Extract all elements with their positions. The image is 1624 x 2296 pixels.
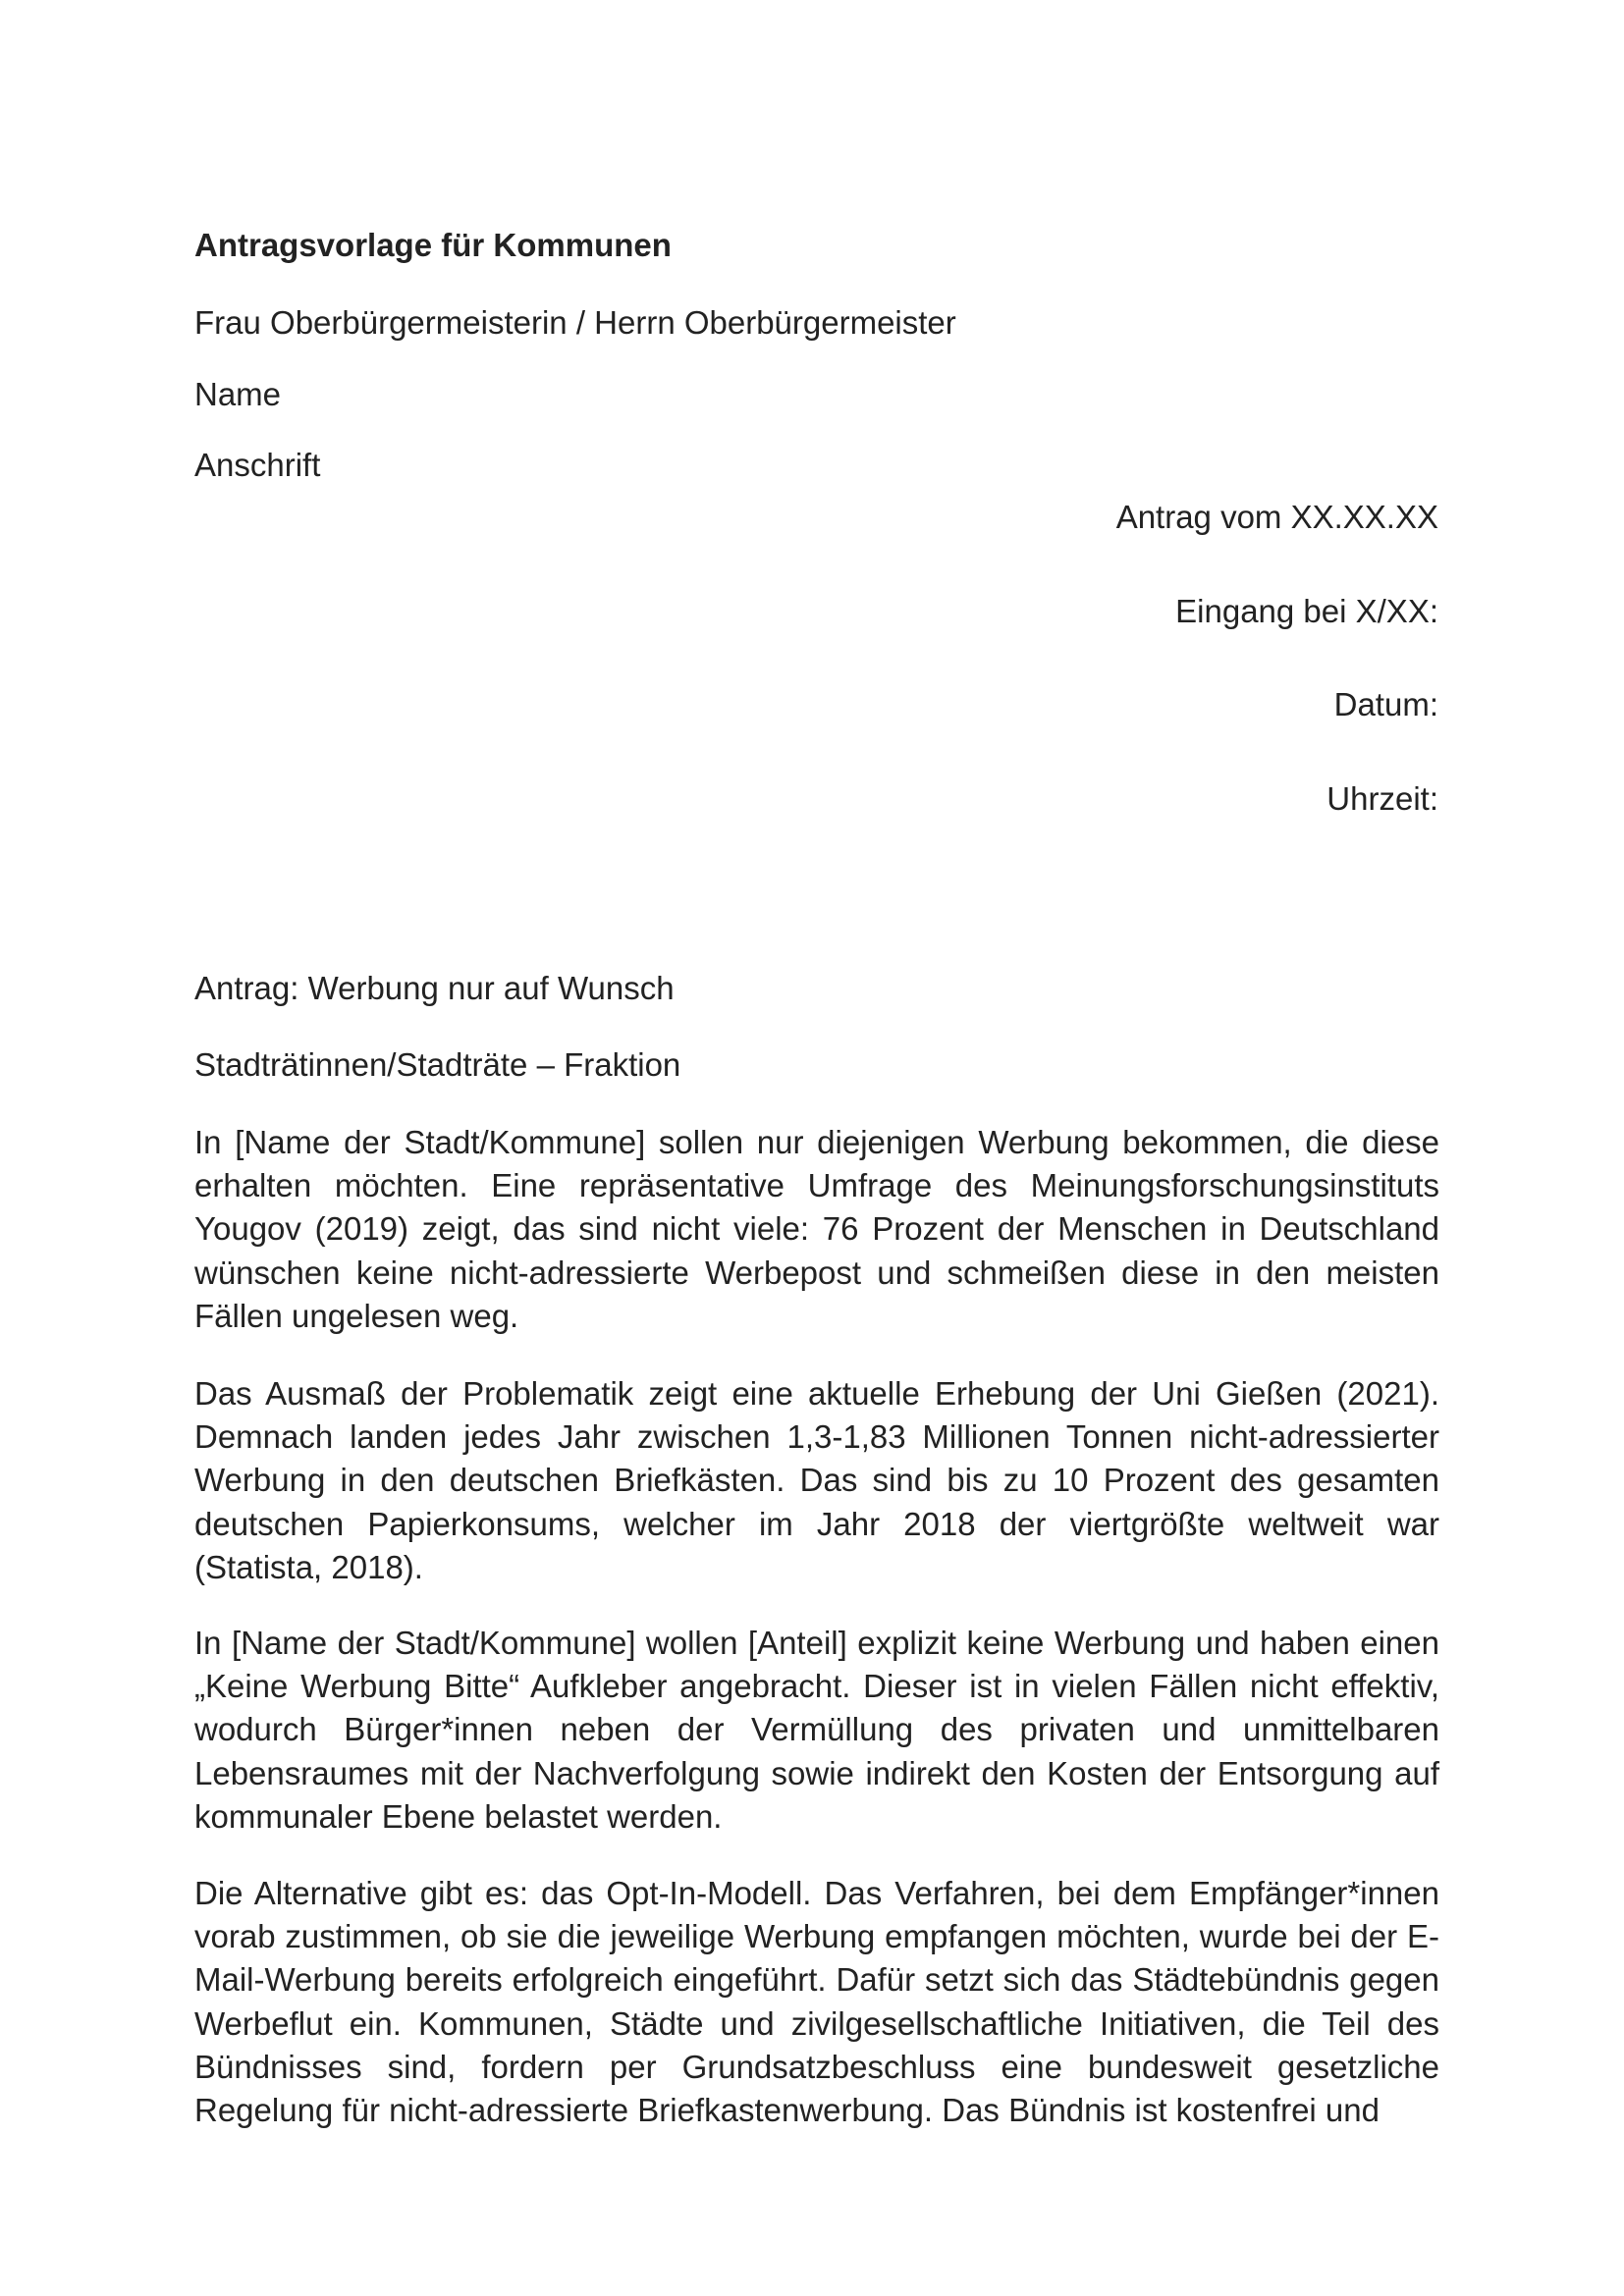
eingang-line: Eingang bei X/XX:	[1175, 593, 1438, 629]
recipient-line: Frau Oberbürgermeisterin / Herrn Oberbürgermeister	[194, 304, 956, 341]
document-title: Antragsvorlage für Kommunen	[194, 227, 672, 263]
antrag-date: Antrag vom XX.XX.XX	[1115, 499, 1438, 535]
subject-line: Antrag: Werbung nur auf Wunsch	[194, 970, 675, 1006]
paragraph: In [Name der Stadt/Kommune] wollen [Anteil] explizit keine Werbung und haben einen „Keine Werbung Bitte“ Aufkleber angebracht. Dieser ist in vielen Fällen nicht effektiv, wodurch Bürger*innen neben der Vermüllung des privaten und unmittelbaren Lebensraumes mit der Nachverfolgung sowie indirekt den Kosten der Entsorgung auf kommunaler Ebene belastet werden.	[194, 1625, 1439, 1835]
datum-line: Datum:	[1333, 686, 1438, 722]
address-line: Anschrift	[194, 447, 321, 483]
paragraph: In [Name der Stadt/Kommune] sollen nur diejenigen Werbung bekommen, die diese erhalten möchten. Eine repräsentative Umfrage des Meinungsforschungsinstituts Yougov (2019) zeigt, das sind nicht viele: 76 Prozent der Menschen in Deutschland wünschen keine nicht-adressierte Werbepost und schmeißen diese in den meisten Fällen ungelesen weg.	[194, 1124, 1439, 1334]
paragraph: Die Alternative gibt es: das Opt-In-Modell. Das Verfahren, bei dem Empfänger*innen vorab zustimmen, ob sie die jeweilige Werbung empfangen möchten, wurde bei der E-Mail-Werbung bereits erfolgreich eingeführt. Dafür setzt sich das Städtebündnis gegen Werbeflut ein. Kommunen, Städte und zivilgesellschaftliche Initiativen, die Teil des Bündnisses sind, fordern per Grundsatzbeschluss eine bundesweit gesetzliche Regelung für nicht-adressierte Briefkastenwerbung. Das Bündnis ist kostenfrei und	[194, 1875, 1439, 2129]
uhrzeit-line: Uhrzeit:	[1326, 780, 1438, 817]
faction-line: Stadträtinnen/Stadträte – Fraktion	[194, 1046, 681, 1083]
name-line: Name	[194, 376, 282, 412]
paragraph: Das Ausmaß der Problematik zeigt eine aktuelle Erhebung der Uni Gießen (2021). Demnach landen jedes Jahr zwischen 1,3-1,83 Millionen Tonnen nicht-adressierter Werbung in den deutschen Briefkästen. Das sind bis zu 10 Prozent des gesamten deutschen Papierkonsums, welcher im Jahr 2018 der viertgrößte weltweit war (Statista, 2018).	[194, 1375, 1439, 1585]
